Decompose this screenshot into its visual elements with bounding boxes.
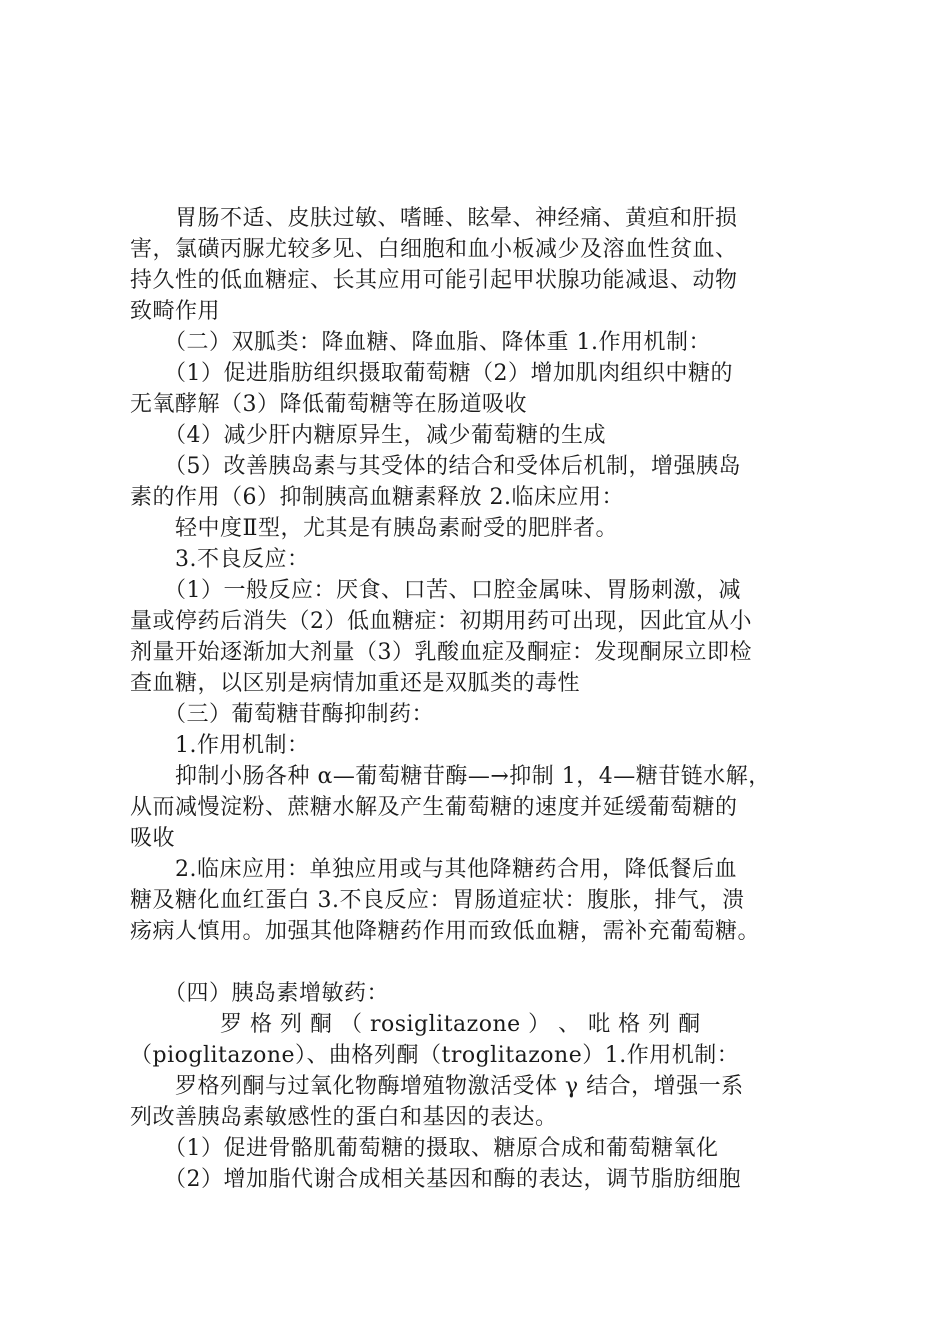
text-line: 轻中度Ⅱ型，尤其是有胰岛素耐受的肥胖者。 — [130, 516, 618, 541]
text-line: 量或停药后消失（2）低血糖症：初期用药可出现，因此宜从小 — [130, 609, 752, 634]
text-line: （4）减少肝内糖原异生，减少葡萄糖的生成 — [130, 423, 606, 448]
text-line: 列改善胰岛素敏感性的蛋白和基因的表达。 — [130, 1105, 558, 1130]
text-line: 1.作用机制： — [130, 733, 310, 758]
text-line: 罗 格 列 酮 （ rosiglitazone ） 、 吡 格 列 酮 — [130, 1012, 701, 1037]
text-line: （2）增加脂代谢合成相关基因和酶的表达，调节脂肪细胞 — [130, 1167, 741, 1192]
text-line: 无氧酵解（3）降低葡萄糖等在肠道吸收 — [130, 392, 527, 417]
text-line: 2.临床应用：单独应用或与其他降糖药合用，降低餐后血 — [130, 857, 737, 882]
text-line: 素的作用（6）抑制胰高血糖素释放 2.临床应用： — [130, 485, 624, 510]
text-line: 剂量开始逐渐加大剂量（3）乳酸血症及酮症：发现酮尿立即检 — [130, 640, 752, 665]
text-line: 持久性的低血糖症、长其应用可能引起甲状腺功能减退、动物 — [130, 268, 738, 293]
text-line: （1）一般反应：厌食、口苦、口腔金属味、胃肠刺激，减 — [130, 578, 741, 603]
section-heading: （四）胰岛素增敏药： — [130, 981, 390, 1006]
section-heading: （二）双胍类：降血糖、降血脂、降体重 1.作用机制： — [130, 330, 711, 355]
text-line: （pioglitazone）、曲格列酮（troglitazone）1.作用机制： — [130, 1043, 740, 1068]
text-line: 3.不良反应： — [130, 547, 310, 572]
text-line: 吸收 — [130, 826, 176, 851]
text-line: 致畸作用 — [130, 299, 221, 324]
text-line: 害，氯磺丙脲尤较多见、白细胞和血小板减少及溶血性贫血、 — [130, 237, 738, 262]
text-line: （1）促进脂肪组织摄取葡萄糖（2）增加肌肉组织中糖的 — [130, 361, 733, 386]
text-line: 查血糖，以区别是病情加重还是双胍类的毒性 — [130, 671, 581, 696]
text-line: 从而减慢淀粉、蔗糖水解及产生葡萄糖的速度并延缓葡萄糖的 — [130, 795, 738, 820]
text-line: 罗格列酮与过氧化物酶增殖物激活受体 γ 结合，增强一系 — [130, 1074, 744, 1099]
section-heading: （三）葡萄糖苷酶抑制药： — [130, 702, 435, 727]
text-line: （1）促进骨骼肌葡萄糖的摄取、糖原合成和葡萄糖氧化 — [130, 1136, 719, 1161]
text-line: （5）改善胰岛素与其受体的结合和受体后机制，增强胰岛 — [130, 454, 741, 479]
text-line: 糖及糖化血红蛋白 3.不良反应：胃肠道症状：腹胀，排气，溃 — [130, 888, 745, 913]
text-line: 疡病人慎用。加强其他降糖药作用而致低血糖，需补充葡萄糖。 — [130, 919, 761, 944]
document-page — [130, 203, 830, 1195]
text-line: 胃肠不适、皮肤过敏、嗜睡、眩晕、神经痛、黄疸和肝损 — [130, 206, 738, 231]
blank-line — [130, 947, 830, 978]
text-line: 抑制小肠各种 α—葡萄糖苷酶—→抑制 1，4—糖苷链水解， — [130, 764, 771, 789]
